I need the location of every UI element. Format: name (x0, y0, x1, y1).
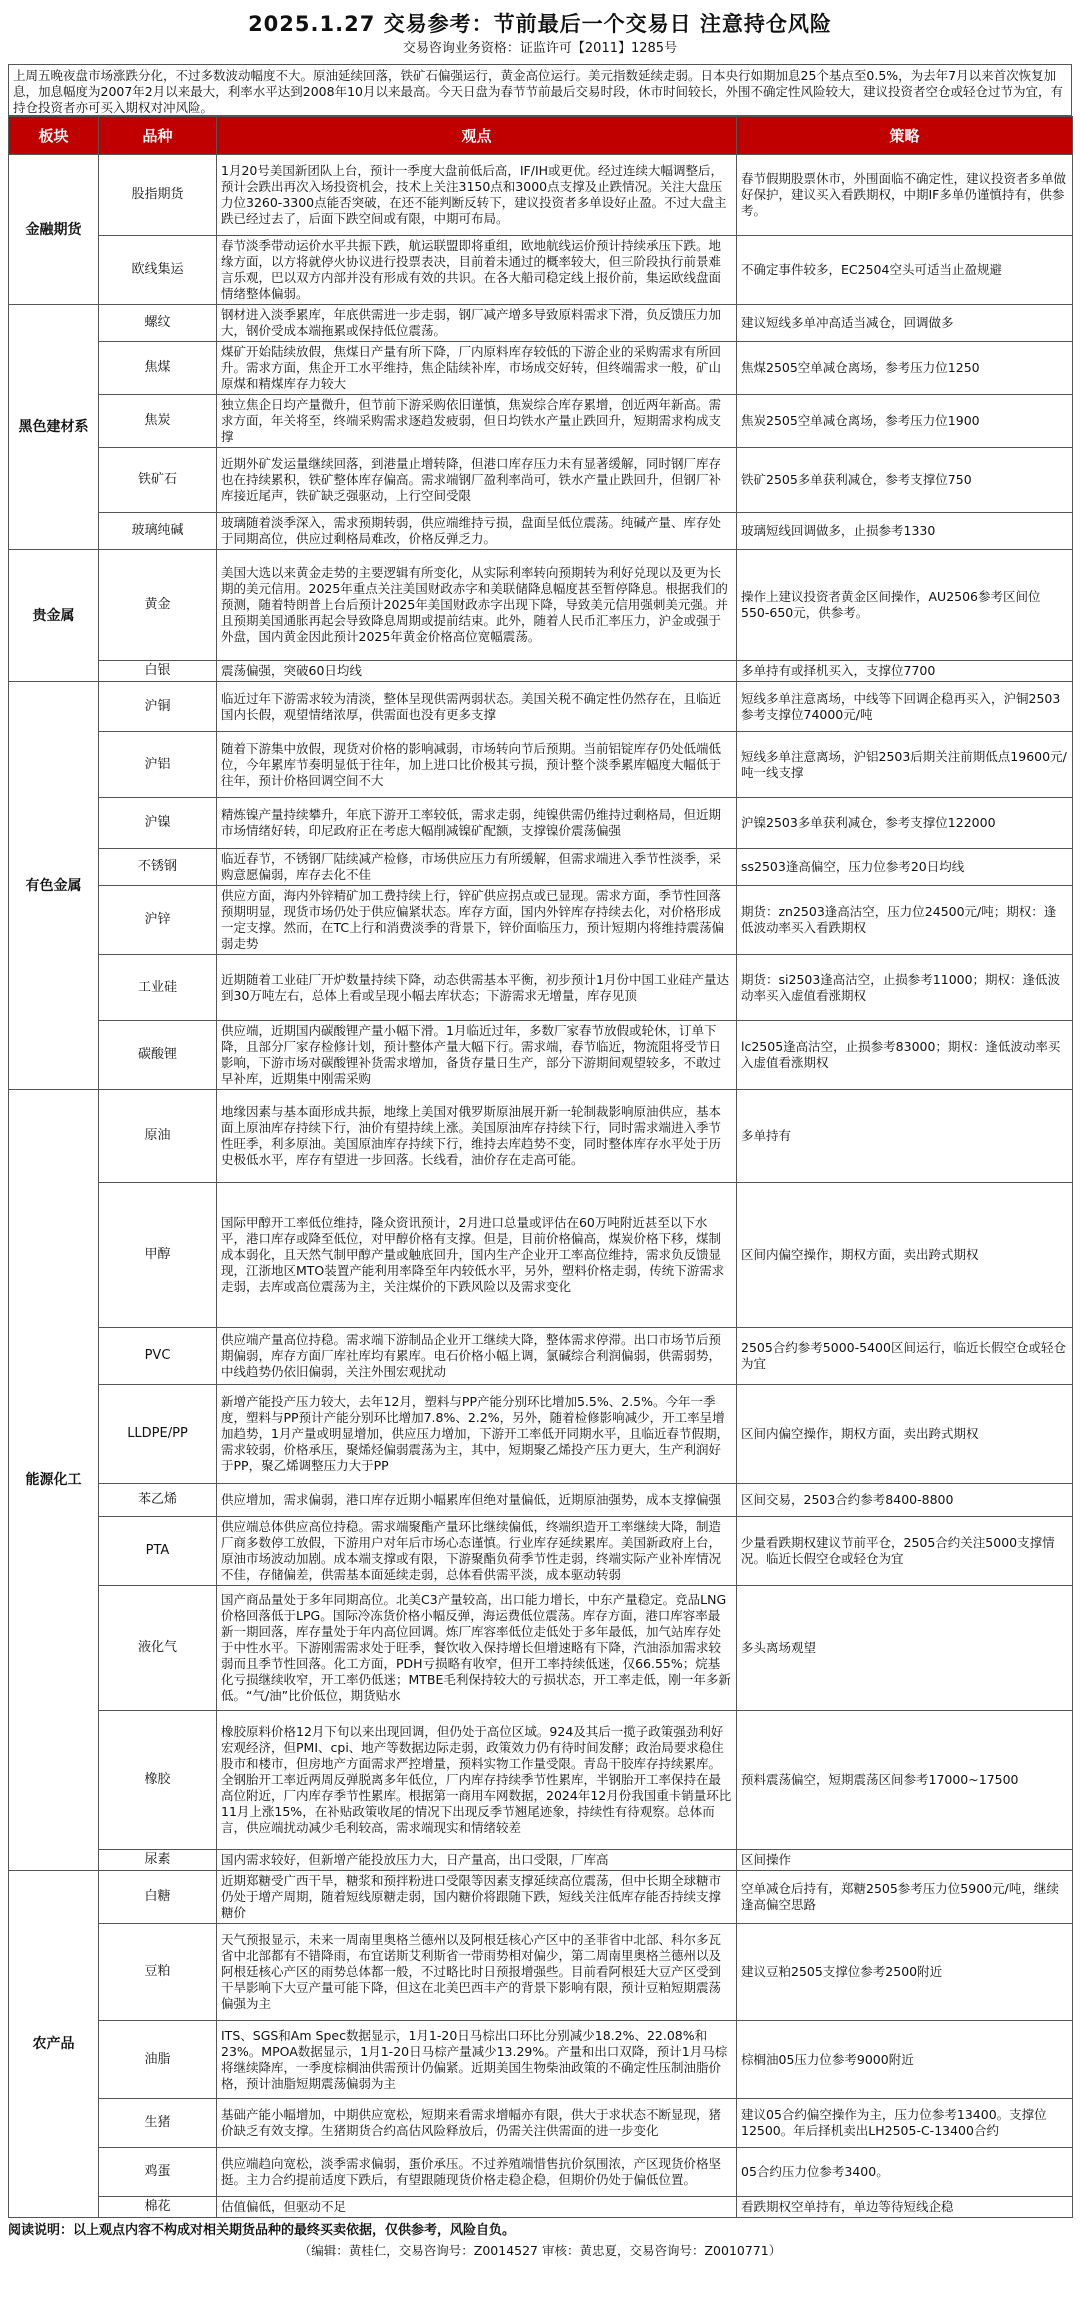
product-name: 黄金 (99, 550, 217, 661)
view-text: 天气预报显示，未来一周南里奥格兰德州以及阿根廷核心产区中的圣菲省中北部、科尔多瓦省中北部都有不错降雨，布宜诺斯艾利斯省一带雨势相对偏少，第二周南里奥格兰德州以及阿根廷核心产区的雨势总体都一般，不过略比时日预报增强些。目前看阿根廷大豆产区受到干旱影响下大豆产量可能下降，但这在北美巴西丰产的背景下影响有限，预计豆粕短期震荡偏强为主 (217, 1924, 737, 2021)
view-text: 近期随着工业硅厂开炉数量持续下降，动态供需基本平衡，初步预计1月份中国工业硅产量达到30万吨左右，总体上看或呈现小幅去库状态；下游需求无增量，库存见顶 (217, 955, 737, 1021)
strategy-text: 焦煤2505空单减仓离场，参考压力位1250 (737, 342, 1073, 395)
view-text: 震荡偏强，突破60日均线 (217, 661, 737, 682)
product-name: 豆粕 (99, 1924, 217, 2021)
strategy-text: 区间内偏空操作，期权方面，卖出跨式期权 (737, 1183, 1073, 1328)
product-name: 股指期货 (99, 155, 217, 236)
view-text: 供应增加，需求偏弱，港口库存近期小幅累库但绝对量偏低，近期原油强势，成本支撑偏强 (217, 1484, 737, 1517)
product-name: 沪铜 (99, 682, 217, 732)
table-row (9, 1586, 1073, 1711)
view-text: 春节淡季带动运价水平共振下跌，航运联盟即将重组，欧地航线运价预计持续承压下跌。地缘方面，以方将就停火协议进行投票表决，目前着未通过的概率较大，但三阶段执行前景难言乐观，巴以双方内部并没有形成有效的共识。在各大船司稳定线上报价前，集运欧线盘面情绪整体偏弱。 (217, 236, 737, 305)
strategy-text: 铁矿2505多单获利减仓，参考支撑位750 (737, 448, 1073, 513)
product-name: 尿素 (99, 1850, 217, 1871)
table-row (9, 342, 1073, 395)
product-name: 欧线集运 (99, 236, 217, 305)
view-text: 地缘因素与基本面形成共振，地缘上美国对俄罗斯原油展开新一轮制裁影响原油供应，基本面上原油库存持续下行，油价有望持续上涨。美国原油库存持续下行，同时需求端进入季节性旺季，利多原油。美国原油库存持续下行，维持去库趋势不变，同时整体库存水平处于历史极低水平，库存有望进一步回落。长线看，油价存在走高可能。 (217, 1090, 737, 1183)
table-row (9, 155, 1073, 236)
strategy-text: 棕榈油05压力位参考9000附近 (737, 2021, 1073, 2099)
header-sector: 板块 (9, 117, 99, 155)
strategy-text: 多头离场观望 (737, 1586, 1073, 1711)
table-row (9, 1871, 1073, 1924)
product-name: 工业硅 (99, 955, 217, 1021)
sector-name: 农产品 (9, 1871, 99, 2218)
strategy-text: 建议豆粕2505支撑位参考2500附近 (737, 1924, 1073, 2021)
page-title: 2025.1.27 交易参考：节前最后一个交易日 注意持仓风险 (248, 12, 832, 36)
table-row (9, 849, 1073, 886)
strategy-text: ss2503逢高偏空，压力位参考20日均线 (737, 849, 1073, 886)
view-text: 新增产能投产压力较大，去年12月，塑料与PP产能分别环比增加5.5%、2.5%。今年一季度，塑料与PP预计产能分别环比增加7.8%、2.2%，另外，随着检修影响减少，开工率呈增加趋势，1月产量或明显增加，供应压力增加，下游开工率低开同期水平，且临近春节假期，需求较弱，价格承压，聚烯烃偏弱震荡为主，其中，短期聚乙烯投产压力更大，生产利润好于PP，聚乙烯调整压力大于PP (217, 1385, 737, 1484)
product-name: 棉花 (99, 2197, 217, 2218)
table-row (9, 513, 1073, 550)
product-name: 油脂 (99, 2021, 217, 2099)
strategy-text: 期货：si2503逢高沽空，止损参考11000；期权：逢低波动率买入虚值看涨期权 (737, 955, 1073, 1021)
view-text: 国内需求较好，但新增产能投放压力大，日产量高，出口受限，厂库高 (217, 1850, 737, 1871)
strategy-text: 2505合约参考5000-5400区间运行，临近长假空仓或轻仓为宜 (737, 1328, 1073, 1385)
product-name: 液化气 (99, 1586, 217, 1711)
product-name: PVC (99, 1328, 217, 1385)
strategy-text: 期货：zn2503逢高沽空，压力位24500元/吨；期权：逢低波动率买入看跌期权 (737, 886, 1073, 955)
view-text: 供应方面，海内外锌精矿加工费持续上行，锌矿供应拐点或已显现。需求方面，季节性回落预期明显，现货市场仍处于供应偏紧状态。库存方面，国内外锌库存持续去化，对价格形成一定支撑。然而，在TC上行和消费淡季的背景下，锌价面临压力，预计短期内将维持震荡偏弱走势 (217, 886, 737, 955)
strategy-text: 少量看跌期权建议节前平仓，2505合约关注5000支撑情况。临近长假空仓或轻仓为宜 (737, 1517, 1073, 1586)
view-text: 精炼镍产量持续攀升，年底下游开工率较低，需求走弱，纯镍供需仍维持过剩格局，但近期市场情绪好转，印尼政府正在考虑大幅削减镍矿配额，支撑镍价震荡偏强 (217, 798, 737, 849)
table-row (9, 661, 1073, 682)
product-name: 白银 (99, 661, 217, 682)
product-name: PTA (99, 1517, 217, 1586)
table-row (9, 1484, 1073, 1517)
strategy-text: 不确定事件较多，EC2504空头可适当止盈规避 (737, 236, 1073, 305)
strategy-text: 多单持有 (737, 1090, 1073, 1183)
view-text: 供应端趋向宽松，淡季需求偏弱，蛋价承压。不过养殖端惜售抗价氛围浓，产区现货价格坚挺。主力合约提前适度下跌后，有望跟随现货价格走稳企稳，但期价仍处于偏低位置。 (217, 2148, 737, 2197)
view-text: 1月20号美国新团队上台，预计一季度大盘前低后高，IF/IH或更优。经过连续大幅调整后，预计会跌出再次入场投资机会，技术上关注3150点和3000点支撑及止跌情况。关注大盘压力位3260-3300点能否突破，在还不能判断反转下，建议投资者多单设好止盈。不过大盘主跌已经过去了，后面下跌空间或有限，中期可布局。 (217, 155, 737, 236)
product-name: 原油 (99, 1090, 217, 1183)
view-text: 独立焦企日均产量微升，但节前下游采购依旧谨慎，焦炭综合库存累增，创近两年新高。需求方面，年关将至，终端采购需求逐趋发疲弱，但日均铁水产量止跌回升，短期需求构成支撑 (217, 395, 737, 448)
strategy-text: 区间内偏空操作，期权方面，卖出跨式期权 (737, 1385, 1073, 1484)
strategy-text: lc2505逢高沽空，止损参考83000；期权：逢低波动率买入虚值看涨期权 (737, 1021, 1073, 1090)
view-text: 供应端，近期国内碳酸锂产量小幅下滑。1月临近过年，多数厂家春节放假或轮休，订单下降，且部分厂家存检修计划，预计整体产量大幅下行。需求端，春节临近，物流阻将受节日影响，下游市场对碳酸锂补货需求增加，备货存量日生产，部分下游期间观望较多，不敢过早补库，近期集中刚需采购 (217, 1021, 737, 1090)
product-name: 铁矿石 (99, 448, 217, 513)
table-row (9, 2148, 1073, 2197)
view-text: 橡胶原料价格12月下旬以来出现回调，但仍处于高位区域。924及其后一揽子政策强劲利好宏观经济，但PMI、cpi、地产等数据边际走弱，政策效力仍有待时间发酵；政治局要求稳住股市和楼市，但房地产方面需求严控增量，预料实物工作量受限。青岛干胶库存持续累库。全钢胎开工率近两周反弹脱离多年低位，厂内库存持续季节性累库，半钢胎开工率保持在最高位附近，厂内库存季节性累库。根据第一商用车网数据，2024年12月份我国重卡销量环比11月上涨15%，在补贴政策收尾的情况下出现反季节翘尾迹象，持续性有待观察。总体而言，供应端扰动减少毛利较高，需求端现实和情绪较差 (217, 1711, 737, 1850)
strategy-text: 空单减仓后持有，郑糖2505参考压力位5900元/吨，继续逢高偏空思路 (737, 1871, 1073, 1924)
view-text: 国际甲醇开工率低位维持，隆众资讯预计，2月进口总量或评估在60万吨附近甚至以下水平，港口库存或降至低位，对甲醇价格有支撑。但是，目前价格偏高，煤炭价格下移，煤制成本弱化，且天然气制甲醇产量或触底回升，国内生产企业开工率高位维持，需求负反馈显现，江浙地区MTO装置产能利用率降至年内较低水平，另外，塑料价格走弱，传统下游需求走弱，去库或高位震荡为主，关注煤价的下跌风险以及需求变化 (217, 1183, 737, 1328)
strategy-text: 玻璃短线回调做多，止损参考1330 (737, 513, 1073, 550)
strategy-text: 区间操作 (737, 1850, 1073, 1871)
table-row (9, 305, 1073, 342)
trading-reference-table (8, 116, 1073, 2218)
product-name: 玻璃纯碱 (99, 513, 217, 550)
view-text: ITS、SGS和Am Spec数据显示，1月1-20日马棕出口环比分别减少18.2%、22.08%和23%。MPOA数据显示，1月1-20日马棕产量减少13.29%。产量和出口双降，预计1月马棕将继续降库，一季度棕榈油供需预计仍偏紧。近期美国生物柴油政策的不确定性压制油脂价格，预计油脂短期震荡偏弱为主 (217, 2021, 737, 2099)
table-row (9, 1850, 1073, 1871)
product-name: LLDPE/PP (99, 1385, 217, 1484)
product-name: 沪铝 (99, 732, 217, 798)
product-name: 螺纹 (99, 305, 217, 342)
table-row (9, 2021, 1073, 2099)
table-row (9, 955, 1073, 1021)
product-name: 鸡蛋 (99, 2148, 217, 2197)
strategy-text: 预料震荡偏空，短期震荡区间参考17000~17500 (737, 1711, 1073, 1850)
table-row (9, 682, 1073, 732)
product-name: 橡胶 (99, 1711, 217, 1850)
strategy-text: 多单持有或择机买入，支撑位7700 (737, 661, 1073, 682)
table-row (9, 1711, 1073, 1850)
table-row (9, 1517, 1073, 1586)
product-name: 沪镍 (99, 798, 217, 849)
table-row (9, 1183, 1073, 1328)
view-text: 随着下游集中放假，现货对价格的影响减弱，市场转向节后预期。当前铝锭库存仍处低端低位，今年累库节奏明显低于往年，加上进口比价极其亏损，预计整个淡季累库幅度大幅低于往年，预计价格回调空间不大 (217, 732, 737, 798)
product-name: 焦煤 (99, 342, 217, 395)
view-text: 钢材进入淡季累库，年底供需进一步走弱，钢厂减产增多导致原料需求下滑，负反馈压力加大，钢价受成本端拖累或保持低位震荡。 (217, 305, 737, 342)
sector-name: 有色金属 (9, 682, 99, 1090)
table-row (9, 1090, 1073, 1183)
product-name: 碳酸锂 (99, 1021, 217, 1090)
header-product: 品种 (99, 117, 217, 155)
strategy-text: 建议05合约偏空操作为主，压力位参考13400。支撑位12500。年后择机卖出LH2505-C-13400合约 (737, 2099, 1073, 2148)
strategy-text: 看跌期权空单持有，单边等待短线企稳 (737, 2197, 1073, 2218)
sector-name: 能源化工 (9, 1090, 99, 1871)
header-strategy: 策略 (737, 117, 1073, 155)
table-row (9, 550, 1073, 661)
table-row (9, 2197, 1073, 2218)
view-text: 供应端产量高位持稳。需求端下游制品企业开工继续大降，整体需求停滞。出口市场节后预期偏弱，库存方面厂库社库均有累库。电石价格小幅上调，氯碱综合利润偏弱，供需弱势，中线趋势仍依旧偏弱，关注外围宏观扰动 (217, 1328, 737, 1385)
table-row (9, 732, 1073, 798)
product-name: 甲醇 (99, 1183, 217, 1328)
table-row (9, 2099, 1073, 2148)
table-row (9, 798, 1073, 849)
view-text: 供应端总体供应高位持稳。需求端聚酯产量环比继续偏低，终端织造开工率继续大降，制造厂商多数停工放假，下游用户对年后市场心态谨慎。行业库存延续累库。美国新政府上台，原油市场波动加剧。成本端支撑或有限，下游聚酯负荷季节性走弱，终端实际产业补库情况不佳，存储偏差，供需基本面延续走弱，总体看供需平淡，成本驱动转弱 (217, 1517, 737, 1586)
product-name: 沪锌 (99, 886, 217, 955)
view-text: 近期外矿发运量继续回落，到港量止增转降，但港口库存压力未有显著缓解，同时钢厂库存也在持续累积，铁矿整体库存偏高。需求端钢厂盈利率尚可，铁水产量止跌回升，但钢厂补库接近尾声，铁矿缺乏强驱动，上行空间受限 (217, 448, 737, 513)
view-text: 玻璃随着淡季深入，需求预期转弱，供应端维持亏损，盘面呈低位震荡。纯碱产量、库存处于同期高位，供应过剩格局难改，价格反弹乏力。 (217, 513, 737, 550)
product-name: 白糖 (99, 1871, 217, 1924)
product-name: 苯乙烯 (99, 1484, 217, 1517)
view-text: 国产商品量处于多年同期高位。北美C3产量较高，出口能力增长，中东产量稳定。竞品LNG价格回落低于LPG。国际冷冻货价格小幅反弹，海运费低位震荡。库存方面，港口库容率最新一期回落，库存量处于年内高位回调。炼厂库容率低位走低处于多年最低，加气站库存处于中性水平。下游刚需需求处于旺季，餐饮收入保持增长但增速略有下降，汽油添加需求较弱而且季节性回落。化工方面，PDH亏损略有收窄，但开工率持续低迷，仅66.55%；烷基化亏损继续收窄，开工率仍低迷；MTBE毛利保持较大的亏损状态，开工率走低，刚一年多新低。“气/油”比价低位，期货贴水 (217, 1586, 737, 1711)
view-text: 临近过年下游需求较为清淡，整体呈现供需两弱状态。美国关税不确定性仍然存在，且临近国内长假，观望情绪浓厚，供需面也没有更多支撑 (217, 682, 737, 732)
table-row (9, 1021, 1073, 1090)
product-name: 生猪 (99, 2099, 217, 2148)
table-row (9, 236, 1073, 305)
disclaimer: 阅读说明：以上观点内容不构成对相关期货品种的最终买卖依据，仅供参考，风险自负。 (8, 2223, 516, 2238)
view-text: 近期郑糖受广西干旱，糖浆和预拌粉进口受限等因素支撑延续高位震荡，但中长期全球糖市仍处于增产周期，随着短线原糖走弱，国内糖价将跟随下跌，短线关注低库存能否持续支撑糖价 (217, 1871, 737, 1924)
sector-name: 黑色建材系 (9, 305, 99, 550)
license-subtitle: 交易咨询业务资格：证监许可【2011】1285号 (402, 41, 678, 56)
view-text: 煤矿开始陆续放假，焦煤日产量有所下降，厂内原料库存较低的下游企业的采购需求有所回升。需求方面，焦企开工水平维持，焦企陆续补库，市场成交好转，但终端需求一般，矿山原煤和精煤库存力较大 (217, 342, 737, 395)
product-name: 焦炭 (99, 395, 217, 448)
table-body (9, 155, 1073, 2218)
table-row (9, 448, 1073, 513)
view-text: 估值偏低，但驱动不足 (217, 2197, 737, 2218)
strategy-text: 操作上建议投资者黄金区间操作，AU2506参考区间位550-650元，供参考。 (737, 550, 1073, 661)
strategy-text: 春节假期股票休市，外围面临不确定性，建议投资者多单做好保护，建议买入看跌期权，中期IF多单仍谨慎持有，供参考。 (737, 155, 1073, 236)
table-row (9, 886, 1073, 955)
view-text: 美国大选以来黄金走势的主要逻辑有所变化，从实际利率转向预期转为利好兑现以及更为长期的美元信用。2025年重点关注美国财政赤字和美联储降息幅度甚至暂停降息。根据我们的预测，随着特朗普上台后预计2025年美国财政赤字出现下降，导致美元信用强刺美元强。并且预期美国通胀再起会导致降息周期或提前结束。此外，随着人民币汇率压力，沪金或强于外盘，国内黄金因此预计2025年黄金价格高位宽幅震荡。 (217, 550, 737, 661)
strategy-text: 建议短线多单冲高适当减仓，回调做多 (737, 305, 1073, 342)
market-summary: 上周五晚夜盘市场涨跌分化，不过多数波动幅度不大。原油延续回落，铁矿石偏强运行，黄金高位运行。美元指数延续走弱。日本央行如期加息25个基点至0.5%，为去年7月以来首次恢复加息，加息幅度为2007年2月以来最大，利率水平达到2008年10月以来最高。今天日盘为春节节前最后交易时段，休市时间较长，外围不确定性风险较大，建议投资者空仓或轻仓过节为宜，有持仓投资者亦可买入期权对冲风险。 (8, 64, 1072, 116)
table-row (9, 1328, 1073, 1385)
strategy-text: 焦炭2505空单减仓离场，参考压力位1900 (737, 395, 1073, 448)
table-row (9, 395, 1073, 448)
table-row (9, 1385, 1073, 1484)
table-header-row (9, 117, 1073, 155)
strategy-text: 区间交易，2503合约参考8400-8800 (737, 1484, 1073, 1517)
strategy-text: 短线多单注意离场，沪铝2503后期关注前期低点19600元/吨一线支撑 (737, 732, 1073, 798)
strategy-text: 05合约压力位参考3400。 (737, 2148, 1073, 2197)
strategy-text: 沪镍2503多单获利减仓，参考支撑位122000 (737, 798, 1073, 849)
sector-name: 贵金属 (9, 550, 99, 682)
editor-credit: （编辑：黄桂仁，交易咨询号：Z0014527 审核：黄忠夏，交易咨询号：Z0010771） (298, 2243, 782, 2258)
header-view: 观点 (217, 117, 737, 155)
strategy-text: 短线多单注意离场，中线等下回调企稳再买入，沪铜2503参考支撑位74000元/吨 (737, 682, 1073, 732)
sector-name: 金融期货 (9, 155, 99, 305)
view-text: 基础产能小幅增加，中期供应宽松，短期来看需求增幅亦有限，供大于求状态不断显现，猪价缺乏有效支撑。生猪期货合约高估风险释放后，仍需关注供需面的进一步变化 (217, 2099, 737, 2148)
view-text: 临近春节，不锈钢厂陆续减产检修，市场供应压力有所缓解，但需求端进入季节性淡季，采购意愿偏弱，库存去化不佳 (217, 849, 737, 886)
product-name: 不锈钢 (99, 849, 217, 886)
table-row (9, 1924, 1073, 2021)
